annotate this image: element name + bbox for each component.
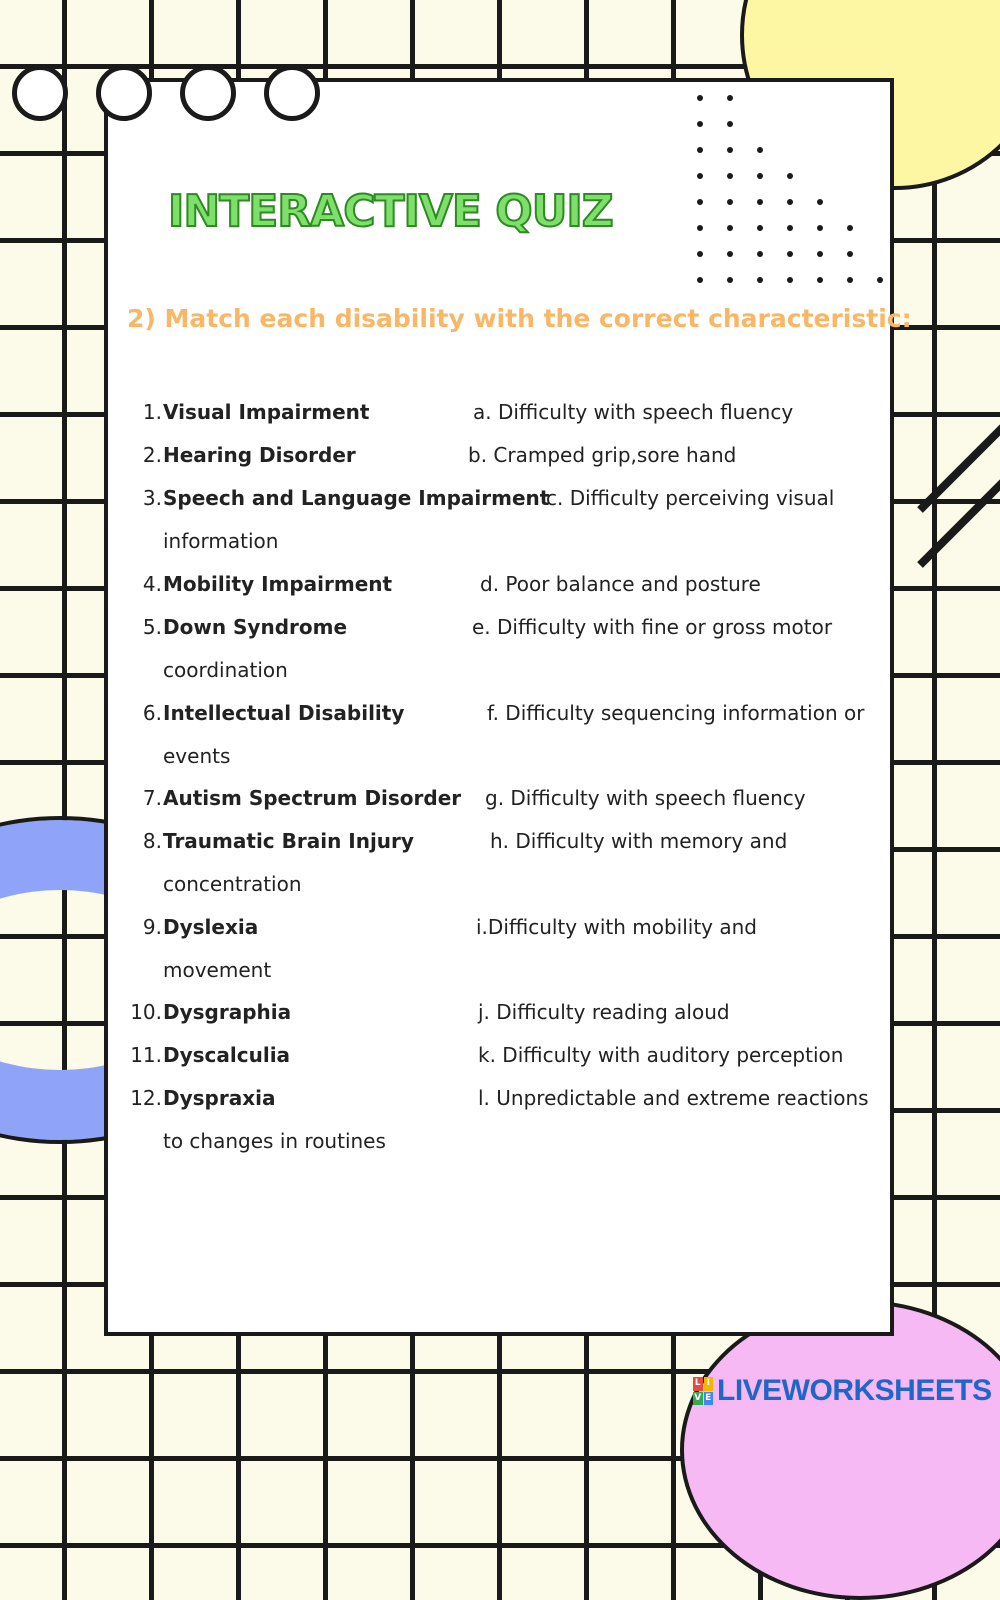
characteristic-continuation: to changes in routines	[163, 1129, 386, 1153]
item-number: 10.	[130, 1000, 162, 1024]
dot	[787, 225, 793, 231]
list-item	[0, 572, 1000, 612]
logo-tile: V	[693, 1392, 703, 1406]
characteristic-option: a. Difficulty with speech fluency	[473, 400, 794, 424]
list-item	[0, 701, 1000, 741]
item-number: 9.	[142, 915, 162, 939]
disability-term: Traumatic Brain Injury	[163, 829, 414, 853]
dot	[697, 251, 703, 257]
dot	[817, 251, 823, 257]
pink-circle-decoration	[680, 1300, 1000, 1600]
dot	[727, 199, 733, 205]
characteristic-option: l. Unpredictable and extreme reactions	[478, 1086, 869, 1110]
characteristic-continuation: coordination	[163, 658, 288, 682]
characteristic-option: j. Difficulty reading aloud	[478, 1000, 730, 1024]
list-item	[0, 786, 1000, 826]
characteristic-continuation: events	[163, 744, 231, 768]
characteristic-option: d. Poor balance and posture	[480, 572, 761, 596]
dot	[697, 95, 703, 101]
characteristic-continuation: concentration	[163, 872, 302, 896]
logo-tile: E	[704, 1392, 714, 1406]
list-item	[0, 1043, 1000, 1083]
list-item	[0, 915, 1000, 955]
characteristic-option: i.Difficulty with mobility and	[476, 915, 758, 939]
page-title: INTERACTIVE QUIZ	[168, 186, 613, 237]
dot	[847, 277, 853, 283]
characteristic-option: e. Difficulty with fine or gross motor	[472, 615, 833, 639]
dot	[787, 199, 793, 205]
disability-term: Hearing Disorder	[163, 443, 356, 467]
dot	[727, 147, 733, 153]
dot	[727, 95, 733, 101]
disability-term: Intellectual Disability	[163, 701, 405, 725]
list-item	[0, 829, 1000, 869]
dot	[817, 199, 823, 205]
disability-term: Dyslexia	[163, 915, 259, 939]
liveworksheets-watermark	[693, 1371, 992, 1411]
item-number: 7.	[142, 786, 162, 810]
list-item	[0, 400, 1000, 440]
list-item	[0, 615, 1000, 655]
watermark-text: LIVEWORKSHEETS	[717, 1374, 992, 1407]
disability-term: Autism Spectrum Disorder	[163, 786, 462, 810]
characteristic-option: b. Cramped grip,sore hand	[468, 443, 737, 467]
dot	[697, 225, 703, 231]
disability-term: Dyspraxia	[163, 1086, 276, 1110]
characteristic-option: f. Difficulty sequencing information or	[487, 701, 865, 725]
dot	[817, 225, 823, 231]
dot	[757, 225, 763, 231]
dot	[757, 277, 763, 283]
dot	[727, 277, 733, 283]
dot	[727, 121, 733, 127]
dot	[757, 199, 763, 205]
dot	[697, 199, 703, 205]
characteristic-option: h. Difficulty with memory and	[490, 829, 788, 853]
dot	[697, 173, 703, 179]
logo-tile: L	[693, 1377, 703, 1391]
disability-term: Mobility Impairment	[163, 572, 393, 596]
dot	[787, 173, 793, 179]
dot	[757, 173, 763, 179]
characteristic-continuation: information	[163, 529, 279, 553]
disability-term: Down Syndrome	[163, 615, 348, 639]
disability-term: Speech and Language Impairment	[163, 486, 550, 510]
characteristic-option: g. Difficulty with speech fluency	[485, 786, 806, 810]
dot	[697, 147, 703, 153]
dot	[757, 147, 763, 153]
characteristic-option: c. Difficulty perceiving visual	[546, 486, 835, 510]
binder-ring	[180, 65, 236, 121]
list-item	[0, 1086, 1000, 1126]
disability-term: Visual Impairment	[163, 400, 370, 424]
item-number: 4.	[142, 572, 162, 596]
dot	[727, 251, 733, 257]
item-number: 12.	[130, 1086, 162, 1110]
disability-term: Dysgraphia	[163, 1000, 292, 1024]
dot	[727, 225, 733, 231]
question-instructions: 2) Match each disability with the correct characteristic:	[127, 304, 912, 333]
item-number: 3.	[142, 486, 162, 510]
binder-ring	[264, 65, 320, 121]
liveworksheets-logo-icon	[693, 1377, 713, 1405]
dot	[847, 225, 853, 231]
dot	[787, 251, 793, 257]
item-number: 8.	[142, 829, 162, 853]
binder-ring	[96, 65, 152, 121]
logo-tile: I	[704, 1377, 714, 1391]
list-item	[0, 486, 1000, 526]
item-number: 1.	[142, 400, 162, 424]
dot-grid-decoration	[690, 92, 890, 292]
dot	[787, 277, 793, 283]
disability-term: Dyscalculia	[163, 1043, 291, 1067]
dot	[757, 251, 763, 257]
dot	[697, 277, 703, 283]
dot	[727, 173, 733, 179]
list-item	[0, 1000, 1000, 1040]
characteristic-continuation: movement	[163, 958, 272, 982]
dot	[877, 277, 883, 283]
characteristic-option: k. Difficulty with auditory perception	[478, 1043, 844, 1067]
dot	[817, 277, 823, 283]
list-item	[0, 443, 1000, 483]
dot	[697, 121, 703, 127]
item-number: 2.	[142, 443, 162, 467]
item-number: 6.	[142, 701, 162, 725]
item-number: 5.	[142, 615, 162, 639]
dot	[847, 251, 853, 257]
binder-ring	[12, 65, 68, 121]
item-number: 11.	[130, 1043, 162, 1067]
